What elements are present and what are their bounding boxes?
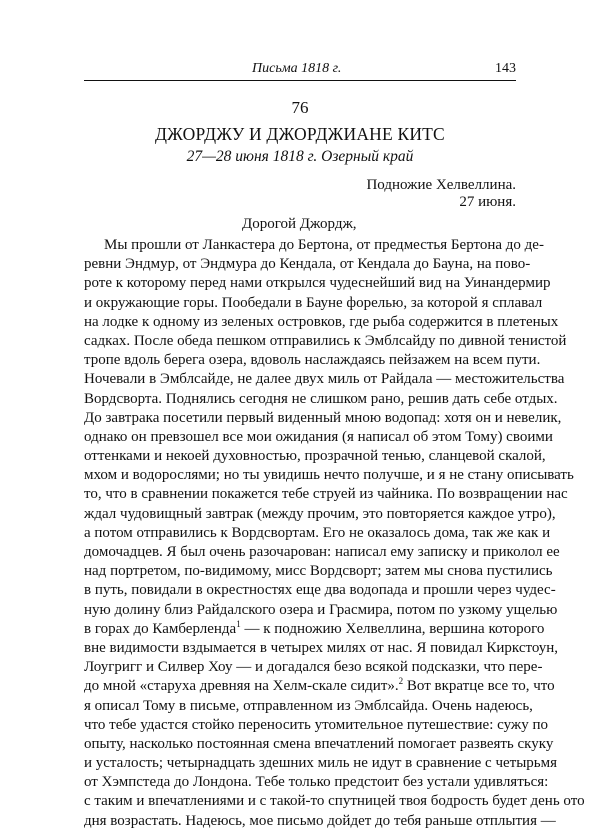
- body-line: дня возрастать. Надеюсь, мое письмо дойдет до тебя раньше отплытия —: [84, 812, 556, 829]
- body-line: Вордсворта. Поднялись сегодня не слишком рано, решив дать себе отдых.: [84, 390, 558, 407]
- page-number: 143: [495, 61, 516, 76]
- letter-date-place: 27—28 июня 1818 г. Озерный край: [186, 148, 414, 165]
- body-line: что тебе удастся стойко переносить утомительное путешествие: сужу по: [84, 716, 549, 733]
- body-line: на лодке к одному из зеленых островков, где рыба содержится в плетеных: [84, 313, 559, 330]
- body-line: ревни Эндмур, от Эндмура до Кендала, от Кендала до Бауна, на пово-: [84, 256, 531, 273]
- body-line: мхом и водорослями; но ты увидишь нечто получше, и я не стану описывать: [84, 467, 574, 484]
- body-line: [84, 676, 555, 696]
- body-line: и окружающие горы. Пообедали в Бауне форелью, за которой я сплавал: [84, 294, 543, 311]
- body-line: а потом отправились к Вордсвортам. Его не оказалось дома, так же как и: [84, 524, 551, 541]
- body-line: садках. После обеда пешком отправились к Эмблсайду по дивной тенистой: [84, 332, 567, 349]
- letter-title: ДЖОРДЖУ И ДЖОРДЖИАНЕ КИТС: [155, 124, 445, 144]
- body-line: над портретом, по-видимому, мисс Вордсворт; затем мы снова пустились: [84, 563, 553, 580]
- running-head: [84, 58, 516, 80]
- body-line: я описал Тому в письме, отправленном из Эмблсайда. Очень надеюсь,: [84, 697, 533, 714]
- body-line: До завтрака посетили первый виденный мною водопад: хотя он и невелик,: [84, 409, 562, 426]
- body-line: домочадцев. Я был очень разочарован: написал ему записку и приколол ее: [84, 544, 560, 560]
- body-line: вне видимости вздымается в четырех милях от нас. Я повидал Киркстоун,: [84, 639, 559, 656]
- body-line: тропе вдоль берега озера, вдоволь наслаждаясь пейзажем на всем пути.: [84, 352, 541, 369]
- body-line: и усталость; четырнадцать здешних миль не идут в сравнение с четырьмя: [84, 755, 558, 772]
- salutation: Дорогой Джордж,: [242, 216, 357, 232]
- body-line: в путь, повидали в окрестностях еще два водопада и прошли через чудес-: [84, 582, 556, 599]
- footnote-marker: 2: [398, 676, 404, 687]
- body-line-part: Вот вкратце все то, что: [403, 678, 555, 695]
- body-line: Мы прошли от Ланкастера до Бертона, от предместья Бертона до де-: [104, 237, 544, 253]
- book-page: [84, 0, 585, 829]
- footnote-marker: 1: [236, 618, 241, 629]
- body-line: Ночевали в Эмблсайде, не далее двух миль от Райдала — местожительства: [84, 371, 565, 388]
- letter-date: 27 июня.: [459, 194, 516, 210]
- running-title: Письма 1818 г.: [252, 61, 342, 76]
- body-line: опыту, насколько постоянная смена впечатлений помогает развеять скуку: [84, 735, 554, 752]
- body-line: то, что в сравнении покажется тебе струей из чайника. По возвращении нас: [84, 486, 568, 503]
- body-line-part: в горах до Камберленда: [84, 620, 237, 637]
- letter-number: 76: [291, 98, 309, 117]
- header-rule: [84, 80, 516, 81]
- body-line: ную долину близ Райдалского озера и Грасмира, потом по узкому ущелью: [84, 601, 558, 618]
- body-line: от Хэмпстеда до Лондона. Тебе только предстоит без устали удивляться:: [84, 774, 549, 791]
- letter-place: Подножие Хелвеллина.: [366, 177, 516, 193]
- body-line-part: до мной «старуха древняя на Хелм-скале сидит».: [84, 678, 399, 695]
- body-line: [84, 618, 545, 639]
- body-line: роте к которому перед нами открылся чудеснейший вид на Уинандермир: [84, 275, 551, 292]
- body-line: оттенками и некоей духовностью, прозрачной тенью, сланцевой скалой,: [84, 448, 546, 465]
- body-line: Лоугригг и Силвер Хоу — и догадался безо всякой подсказки, что пере-: [84, 659, 543, 676]
- body-line: с таким и впечатлениями и с такой-то спутницей твоя бодрость будет день ото: [84, 793, 585, 810]
- letter-body: [84, 236, 585, 831]
- body-line-part: — к подножию Хелвеллина, вершина которого: [240, 620, 545, 637]
- body-line: ждал чудовищный завтрак (между прочим, это повторяется каждое утро),: [84, 505, 556, 522]
- body-line: однако он превзошел все мои ожидания (я написал об этом Тому) своими: [84, 428, 553, 445]
